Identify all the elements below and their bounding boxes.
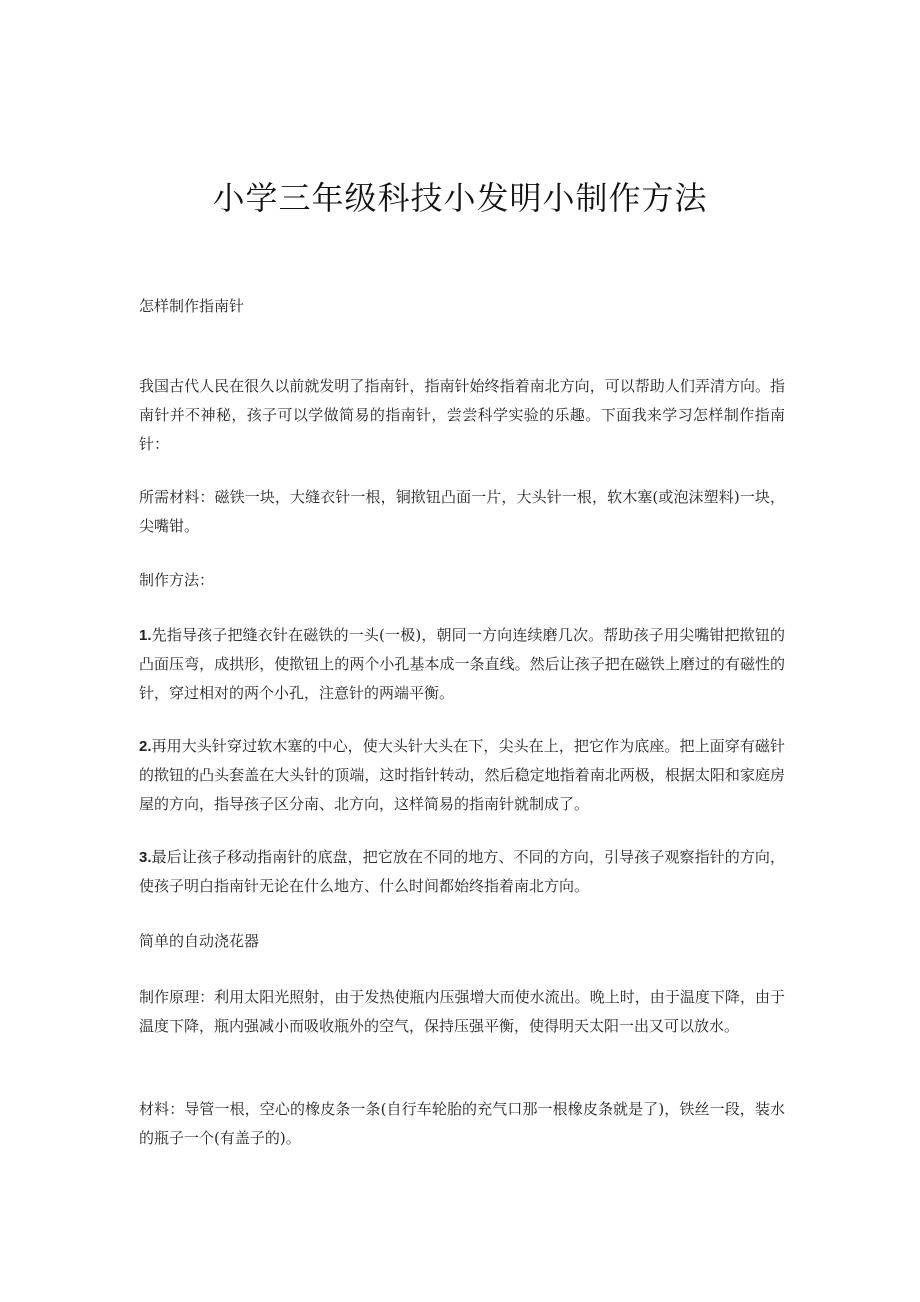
- paragraph-step-1: [139, 621, 785, 708]
- paragraph-method-heading: [139, 566, 785, 595]
- paragraph-principle: [139, 983, 785, 1041]
- section-heading-watering: [139, 927, 785, 956]
- paragraph-text: 制作方法：: [139, 571, 215, 589]
- document-title: 小学三年级科技小发明小制作方法: [212, 179, 708, 217]
- paragraph-text: 先指导孩子把缝衣针在磁铁的一头(一极)，朝同一方向连续磨几次。帮助孩子用尖嘴钳把揿钮的凸面压弯，成拱形，使揿钮上的两个小孔基本成一条直线。然后让孩子把在磁铁上磨过的有磁性的针，穿过相对的两个小孔，注意针的两端平衡。: [139, 626, 785, 702]
- paragraph-step-2: [139, 732, 785, 819]
- paragraph-step-3: [139, 843, 785, 901]
- paragraph-text: 我国古代人民在很久以前就发明了指南针，指南针始终指着南北方向，可以帮助人们弄清方向。指南针并不神秘，孩子可以学做简易的指南针，尝尝科学实验的乐趣。下面我来学习怎样制作指南针：: [139, 377, 785, 453]
- paragraph-text: 简单的自动浇花器: [139, 932, 260, 950]
- paragraph-text: 最后让孩子移动指南针的底盘，把它放在不同的地方、不同的方向，引导孩子观察指针的方向，使孩子明白指南针无论在什么地方、什么时间都始终指着南北方向。: [139, 848, 785, 895]
- section-heading-compass: [139, 292, 785, 321]
- step-number: 3.: [139, 849, 152, 866]
- step-number: 2.: [139, 738, 152, 755]
- paragraph-text: 所需材料：磁铁一块，大缝衣针一根，铜揿钮凸面一片，大头针一根，软木塞(或泡沫塑料)一块，尖嘴钳。: [139, 488, 785, 535]
- paragraph-watering-materials: [139, 1095, 785, 1153]
- paragraph-intro: [139, 372, 785, 459]
- paragraph-text: 再用大头针穿过软木塞的中心，使大头针大头在下，尖头在上，把它作为底座。把上面穿有磁针的揿钮的凸头套盖在大头针的顶端，这时指针转动，然后稳定地指着南北两极，根据太阳和家庭房屋的方向，指导孩子区分南、北方向，这样简易的指南针就制成了。: [139, 737, 785, 813]
- paragraph-materials: [139, 483, 785, 541]
- paragraph-text: 怎样制作指南针: [139, 297, 245, 315]
- step-number: 1.: [139, 627, 152, 644]
- paragraph-text: 制作原理：利用太阳光照射，由于发热使瓶内压强增大而使水流出。晚上时，由于温度下降，由于温度下降，瓶内强减小而吸收瓶外的空气，保持压强平衡，使得明天太阳一出又可以放水。: [139, 988, 785, 1035]
- paragraph-text: 材料：导管一根，空心的橡皮条一条(自行车轮胎的充气口那一根橡皮条就是了)，铁丝一段，装水的瓶子一个(有盖子的)。: [139, 1100, 785, 1147]
